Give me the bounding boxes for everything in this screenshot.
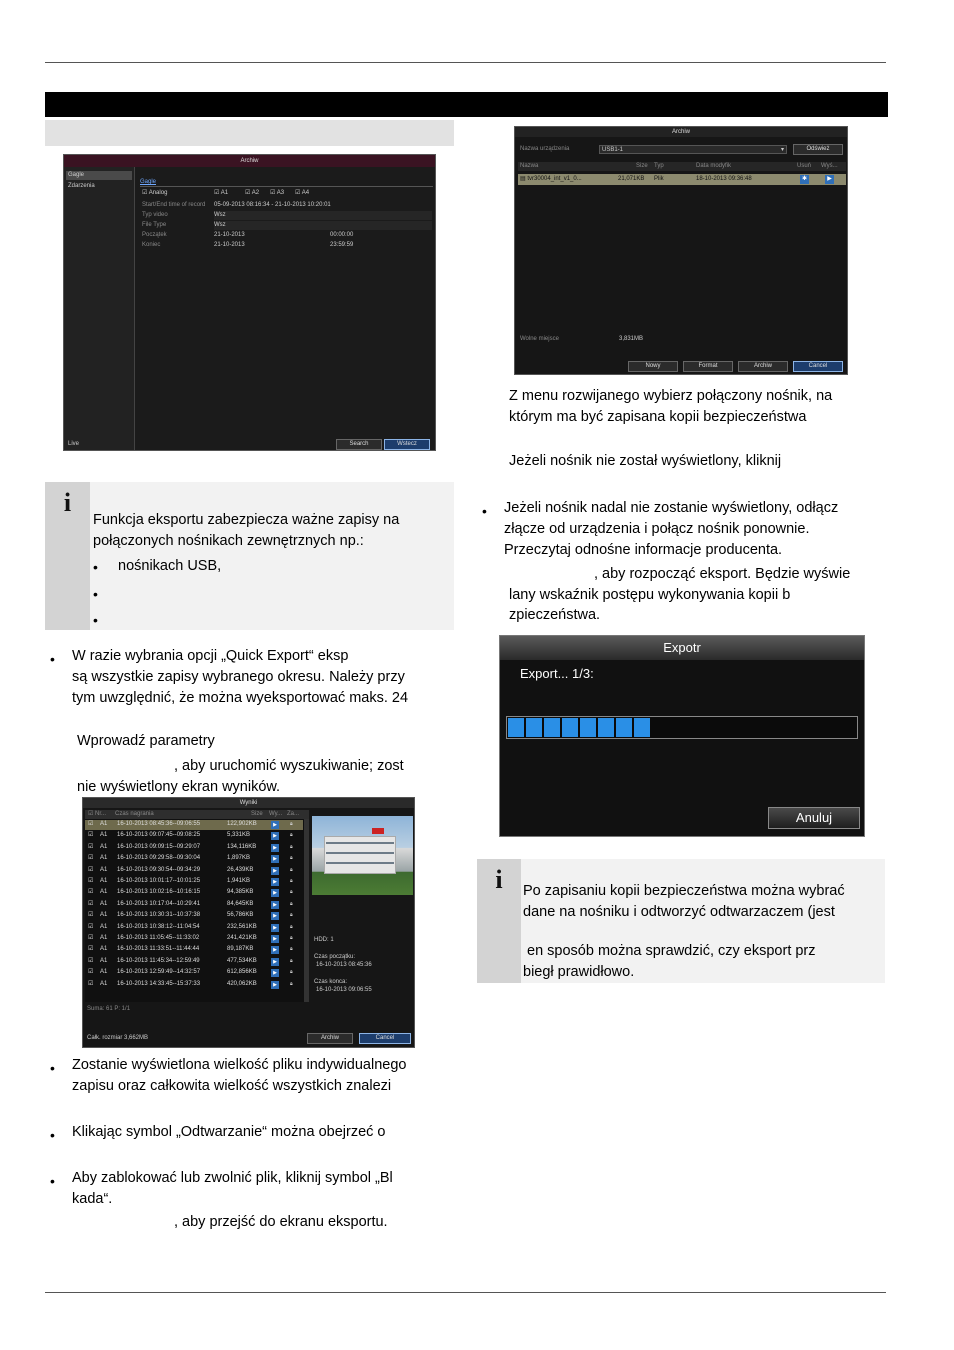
field-videotype-label: Typ video — [142, 212, 168, 218]
lock-icon[interactable]: 🔒︎ — [290, 843, 293, 850]
bullet-size: • — [50, 1060, 55, 1076]
row-time: 16-10-2013 10:01:17--10:01:25 — [117, 878, 201, 884]
row-time: 16-10-2013 11:45:34--12:59:49 — [117, 957, 200, 964]
play-icon[interactable]: ▶ — [271, 901, 279, 909]
lock-icon[interactable]: 🔒︎ — [290, 935, 293, 941]
search-button[interactable]: Search — [336, 439, 382, 450]
export-cancel-button[interactable]: Anuluj — [768, 807, 860, 829]
section-header-bar — [45, 92, 888, 117]
archive-search-screen — [63, 154, 436, 451]
row-checkbox[interactable]: ☑ — [88, 843, 94, 850]
table-row[interactable] — [85, 866, 303, 876]
lock-icon[interactable]: 🔒︎ — [290, 912, 293, 919]
export-dialog — [499, 635, 865, 837]
bottom-rule — [45, 1292, 886, 1293]
row-time: 16-10-2013 09:30:54--09:34:29 — [117, 866, 201, 873]
end-time-value: 16-10-2013 09:06:55 — [316, 987, 372, 993]
info-line-2: połączonych nośnikach zewnętrznych np.: — [93, 533, 364, 549]
table-row[interactable] — [85, 911, 303, 921]
row-time: 16-10-2013 09:29:58--09:30:04 — [117, 855, 201, 862]
row-time: 16-10-2013 14:33:45--15:37:33 — [117, 980, 201, 987]
table-row[interactable] — [85, 934, 303, 944]
channel-a2[interactable]: ☑ A2 — [245, 190, 260, 196]
tab-gagle[interactable]: Gagle — [140, 179, 157, 185]
results-table — [85, 810, 309, 1002]
row-size: 89,187KB — [227, 946, 254, 953]
right-bullet-line1: Jeżeli nośnik nadal nie zostanie wyświetlony, odłącz — [504, 500, 839, 516]
field-start-date[interactable]: 21-10-2013 — [214, 232, 245, 238]
field-start-label: Początek — [142, 232, 167, 238]
row-size: 26,439KB — [227, 866, 254, 873]
field-videotype-select[interactable]: Wsz — [214, 211, 432, 220]
table-row[interactable] — [85, 968, 303, 978]
hdr-date: Data modyfik — [696, 163, 732, 169]
file-date: 18-10-2013 09:36:48 — [696, 176, 752, 182]
right-info-line2: dane na nośniku i odtworzyć odtwarzaczem (jest — [523, 904, 835, 920]
play-icon[interactable]: ▶ — [271, 946, 279, 954]
field-end-label: Koniec — [142, 242, 161, 248]
lock-icon[interactable]: 🔒︎ — [290, 832, 293, 839]
tab-underline — [140, 186, 433, 187]
row-channel: A1 — [100, 969, 108, 976]
row-checkbox[interactable]: ☑ — [88, 866, 94, 873]
hdr-lock: Za... — [287, 811, 300, 817]
row-checkbox[interactable]: ☑ — [88, 912, 94, 919]
info-box-left — [45, 482, 454, 630]
right-text1-line2: którym ma być zapisana kopii bezpieczeństwa — [509, 409, 807, 425]
export-status: Export... 1/3: — [520, 666, 594, 681]
row-channel: A1 — [100, 855, 108, 862]
row-channel: A1 — [100, 878, 108, 884]
right-text1-line1: Z menu rozwijanego wybierz połączony nośnik, na — [509, 388, 833, 404]
archive-button[interactable]: Archiw — [307, 1033, 353, 1044]
export-dialog-title: Expotr — [500, 636, 864, 660]
row-checkbox[interactable]: ☑ — [88, 889, 94, 896]
bullet-play-line1: Klikając symbol „Odtwarzanie“ można obejrzeć o — [72, 1124, 386, 1140]
bullet-lock: • — [50, 1173, 55, 1189]
row-size: 56,786KB — [227, 912, 254, 919]
right-info-line1: Po zapisaniu kopii bezpieczeństwa można wybrać — [523, 883, 845, 899]
field-end-date[interactable]: 21-10-2013 — [214, 242, 245, 248]
field-start-time[interactable]: 00:00:00 — [330, 232, 354, 238]
table-row[interactable] — [85, 877, 303, 887]
results-title: Wyniki — [83, 798, 414, 808]
channel-a1[interactable]: ☑ A1 — [214, 190, 229, 196]
info-bullet-text-1: nośnikach USB, — [118, 558, 222, 574]
device-screen-title: Archiw — [515, 127, 847, 137]
play-icon[interactable]: ▶ — [271, 867, 279, 875]
lock-icon[interactable]: 🔒︎ — [290, 878, 293, 884]
row-channel: A1 — [100, 900, 108, 907]
row-checkbox[interactable]: ☑ — [88, 923, 94, 930]
sidebar-item-gagle[interactable]: Gagle — [66, 171, 132, 180]
end-time-label: Czas konca: — [314, 979, 348, 985]
results-summary: Suma: 61 P: 1/1 — [87, 1006, 131, 1012]
lock-icon[interactable]: 🔒︎ — [290, 821, 293, 827]
play-icon[interactable]: ▶ — [271, 889, 279, 897]
info-icon: i — [477, 859, 521, 983]
play-icon[interactable]: ▶ — [271, 821, 279, 829]
play-icon[interactable]: ▶ — [271, 912, 279, 920]
right-text3-line1: , aby rozpocząć eksport. Będzie wyświe — [594, 566, 851, 582]
row-size: 420,062KB — [227, 980, 257, 987]
row-time: 16-10-2013 12:59:49--14:32:57 — [117, 969, 201, 976]
preview-image — [312, 816, 413, 895]
para1-line1: W razie wybrania opcji „Quick Export“ eksp — [72, 648, 349, 664]
hdd-label: HDD: 1 — [314, 937, 334, 943]
row-checkbox[interactable]: ☑ — [88, 878, 94, 884]
bullet-lock-line1: Aby zablokować lub zwolnić plik, kliknij symbol „Bl — [72, 1170, 393, 1186]
play-icon[interactable]: ▶ — [271, 924, 279, 932]
channel-a3[interactable]: ☑ A3 — [270, 190, 285, 196]
field-range-label: Start/End time of record — [142, 202, 206, 208]
row-channel: A1 — [100, 832, 108, 839]
row-channel: A1 — [100, 843, 108, 850]
hdr-type: Typ — [654, 163, 664, 169]
row-channel: A1 — [100, 923, 108, 930]
channel-a4[interactable]: ☑ A4 — [295, 190, 310, 196]
lock-icon[interactable]: 🔒︎ — [290, 969, 293, 976]
hdr-name: Nazwa — [520, 163, 539, 169]
row-channel: A1 — [100, 866, 108, 873]
row-size: 612,856KB — [227, 969, 257, 976]
row-time: 16-10-2013 09:07:45--09:08:25 — [117, 832, 201, 839]
bullet-lock-line2: kada“. — [72, 1191, 113, 1207]
field-filetype-label: File Type — [142, 222, 167, 228]
bullet-size-line2: zapisu oraz całkowita wielkość wszystkich znalezi — [72, 1078, 392, 1094]
field-end-time[interactable]: 23:59:59 — [330, 242, 354, 248]
row-size: 232,561KB — [227, 923, 257, 930]
free-space-label: Wolne miejsce — [520, 336, 559, 342]
para2: Wprowadź parametry — [77, 733, 215, 749]
hdr-nr: ☑ Nr... — [88, 811, 107, 817]
row-size: 477,534KB — [227, 957, 257, 964]
start-time-label: Czas początku: — [314, 954, 356, 960]
table-row[interactable] — [85, 923, 303, 933]
export-progress-fill — [508, 718, 652, 737]
row-channel: A1 — [100, 912, 108, 919]
channel-row — [142, 189, 432, 199]
row-size: 1,897KB — [227, 855, 251, 862]
delete-icon[interactable]: ✱ — [801, 176, 808, 182]
cancel-button[interactable]: Cancel — [359, 1033, 411, 1044]
total-size: Całk. rozmiar 3,662MB — [87, 1035, 149, 1041]
right-info-line5: biegł prawidłowo. — [523, 964, 635, 980]
row-size: 134,116KB — [227, 843, 257, 850]
export-progress-bar — [506, 716, 858, 739]
row-checkbox[interactable]: ☑ — [88, 935, 94, 941]
hdr-time: Czas nagrania — [115, 811, 154, 817]
row-checkbox[interactable]: ☑ — [88, 957, 94, 964]
para1-line2: są wszystkie zapisy wybranego okresu. Należy przy — [72, 669, 405, 685]
refresh-button[interactable]: Odśwież — [793, 144, 843, 155]
table-row[interactable] — [85, 957, 303, 967]
table-row[interactable] — [85, 820, 303, 830]
row-checkbox[interactable]: ☑ — [88, 832, 94, 839]
table-row[interactable] — [85, 900, 303, 910]
row-time: 16-10-2013 09:09:15--09:29:07 — [117, 843, 201, 850]
info-bullet-2: • — [93, 586, 98, 602]
last-line: , aby przejść do ekranu eksportu. — [174, 1214, 388, 1230]
row-time: 16-10-2013 10:38:12--11:04:54 — [117, 923, 200, 930]
device-screen — [514, 126, 848, 375]
play-icon[interactable]: ▶ — [271, 855, 279, 863]
format-button[interactable]: Format — [683, 361, 733, 372]
right-bullet-line3: Przeczytaj odnośne informacje producenta. — [504, 542, 783, 558]
lock-icon[interactable]: 🔒︎ — [290, 980, 293, 987]
screen-title: Archiw — [64, 155, 435, 167]
row-checkbox[interactable]: ☑ — [88, 969, 94, 976]
free-space-value: 3,831MB — [619, 336, 644, 342]
field-filetype-select[interactable]: Wsz — [214, 221, 432, 230]
sidebar — [64, 167, 135, 451]
file-type: Plik — [654, 176, 664, 182]
table-row[interactable] — [85, 945, 303, 955]
device-header — [518, 162, 846, 171]
file-row[interactable] — [518, 174, 846, 185]
sidebar-item-live[interactable]: Live — [68, 441, 80, 447]
row-checkbox[interactable]: ☑ — [88, 821, 94, 827]
channel-analog[interactable]: ☑ Analog — [142, 190, 168, 196]
right-text3-line2: lany wskaźnik postępu wykonywania kopii b — [509, 587, 791, 603]
lock-icon[interactable]: 🔒︎ — [290, 855, 293, 862]
row-checkbox[interactable]: ☑ — [88, 980, 94, 987]
hdr-delete: Usuń — [797, 163, 812, 169]
sidebar-item-events[interactable]: Zdarzenia — [68, 183, 95, 189]
play-icon[interactable]: ▶ — [271, 832, 279, 840]
table-row[interactable] — [85, 980, 303, 990]
row-size: 241,421KB — [227, 935, 257, 941]
hdr-size: Size — [636, 163, 648, 169]
row-checkbox[interactable]: ☑ — [88, 946, 94, 953]
right-text3-line3: zpieczeństwa. — [509, 607, 601, 623]
para3-line2: nie wyświetlony ekran wyników. — [77, 779, 281, 795]
play-icon[interactable]: ▶ — [825, 175, 834, 184]
row-channel: A1 — [100, 935, 108, 941]
row-channel: A1 — [100, 821, 108, 827]
row-time: 16-10-2013 11:33:51--11:44:44 — [117, 946, 200, 953]
row-channel: A1 — [100, 957, 108, 964]
bullet-size-line1: Zostanie wyświetlona wielkość pliku indywidualnego — [72, 1057, 407, 1073]
table-row[interactable] — [85, 831, 303, 841]
row-size: 122,902KB — [227, 821, 257, 827]
row-time: 16-10-2013 10:02:16--10:16:15 — [117, 889, 201, 896]
right-text2: Jeżeli nośnik nie został wyświetlony, kliknij — [509, 453, 782, 469]
back-button[interactable]: Wstecz — [384, 439, 430, 450]
lock-icon[interactable]: 🔒︎ — [290, 946, 293, 953]
play-icon[interactable]: ▶ — [271, 969, 279, 977]
right-bullet: • — [482, 503, 487, 519]
row-time: 16-10-2013 10:17:04--10:29:41 — [117, 900, 201, 907]
para1-line3: tym uwzględnić, że można wyeksportować maks. 24 — [72, 690, 409, 706]
hdr-play: Wy... — [269, 811, 283, 817]
bullet-quick-export: • — [50, 651, 55, 667]
table-row[interactable] — [85, 843, 303, 853]
file-name: ▤ tvr30004_int_v1_0... — [520, 176, 582, 182]
hdr-play: Wyś... — [821, 163, 838, 169]
device-select[interactable]: USB1-1 ▾ — [599, 145, 787, 154]
row-time: 16-10-2013 10:30:31--10:37:38 — [117, 912, 201, 919]
info-icon: i — [45, 482, 90, 630]
row-channel: A1 — [100, 889, 108, 896]
bullet-play: • — [50, 1127, 55, 1143]
row-channel: A1 — [100, 946, 108, 953]
row-size: 1,941KB — [227, 878, 251, 884]
hdr-size: Size — [251, 811, 263, 817]
info-bullet-3: • — [93, 612, 98, 628]
row-checkbox[interactable]: ☑ — [88, 900, 94, 907]
play-icon[interactable]: ▶ — [271, 935, 279, 943]
lock-icon[interactable]: 🔒︎ — [290, 889, 293, 896]
new-button[interactable]: Nowy — [628, 361, 678, 372]
play-icon[interactable]: ▶ — [271, 844, 279, 852]
start-time-value: 16-10-2013 08:45:36 — [316, 962, 372, 968]
file-size: 21,071KB — [618, 176, 645, 182]
para3-line1: , aby uruchomić wyszukiwanie; zost — [174, 758, 404, 774]
table-row[interactable] — [85, 888, 303, 898]
row-time: 16-10-2013 08:45:36--09:06:55 — [117, 821, 201, 827]
right-info-line4: en sposób można sprawdzić, czy eksport prz — [527, 943, 816, 959]
subsection-bar — [45, 120, 454, 146]
lock-icon[interactable]: 🔒︎ — [290, 866, 293, 873]
device-label: Nazwa urządzenia — [520, 146, 570, 152]
row-size: 94,385KB — [227, 889, 254, 896]
field-range-value: 05-09-2013 08:16:34 - 21-10-2013 10:20:01 — [214, 202, 331, 208]
row-size: 5,331KB — [227, 832, 251, 839]
results-scrollbar[interactable] — [304, 819, 309, 1002]
lock-icon[interactable]: 🔒︎ — [290, 923, 293, 930]
results-screen — [82, 797, 415, 1048]
right-bullet-line2: złącze od urządzenia i połącz nośnik ponownie. — [504, 521, 810, 537]
top-rule — [45, 62, 886, 63]
row-checkbox[interactable]: ☑ — [88, 855, 94, 862]
play-icon[interactable]: ▶ — [271, 958, 279, 966]
row-size: 84,645KB — [227, 900, 254, 907]
row-time: 16-10-2013 11:05:45--11:33:02 — [117, 935, 200, 941]
cancel-button[interactable]: Cancel — [793, 361, 843, 372]
lock-icon[interactable]: 🔒︎ — [290, 900, 293, 907]
info-line-1: Funkcja eksportu zabezpiecza ważne zapisy na — [93, 512, 400, 528]
row-channel: A1 — [100, 980, 108, 987]
play-icon[interactable]: ▶ — [271, 981, 279, 989]
play-icon[interactable]: ▶ — [271, 878, 279, 886]
archive-button[interactable]: Archiw — [738, 361, 788, 372]
info-bullet-1: • — [93, 559, 98, 575]
results-header — [85, 810, 309, 819]
table-row[interactable] — [85, 854, 303, 864]
lock-icon[interactable]: 🔒︎ — [290, 957, 293, 964]
